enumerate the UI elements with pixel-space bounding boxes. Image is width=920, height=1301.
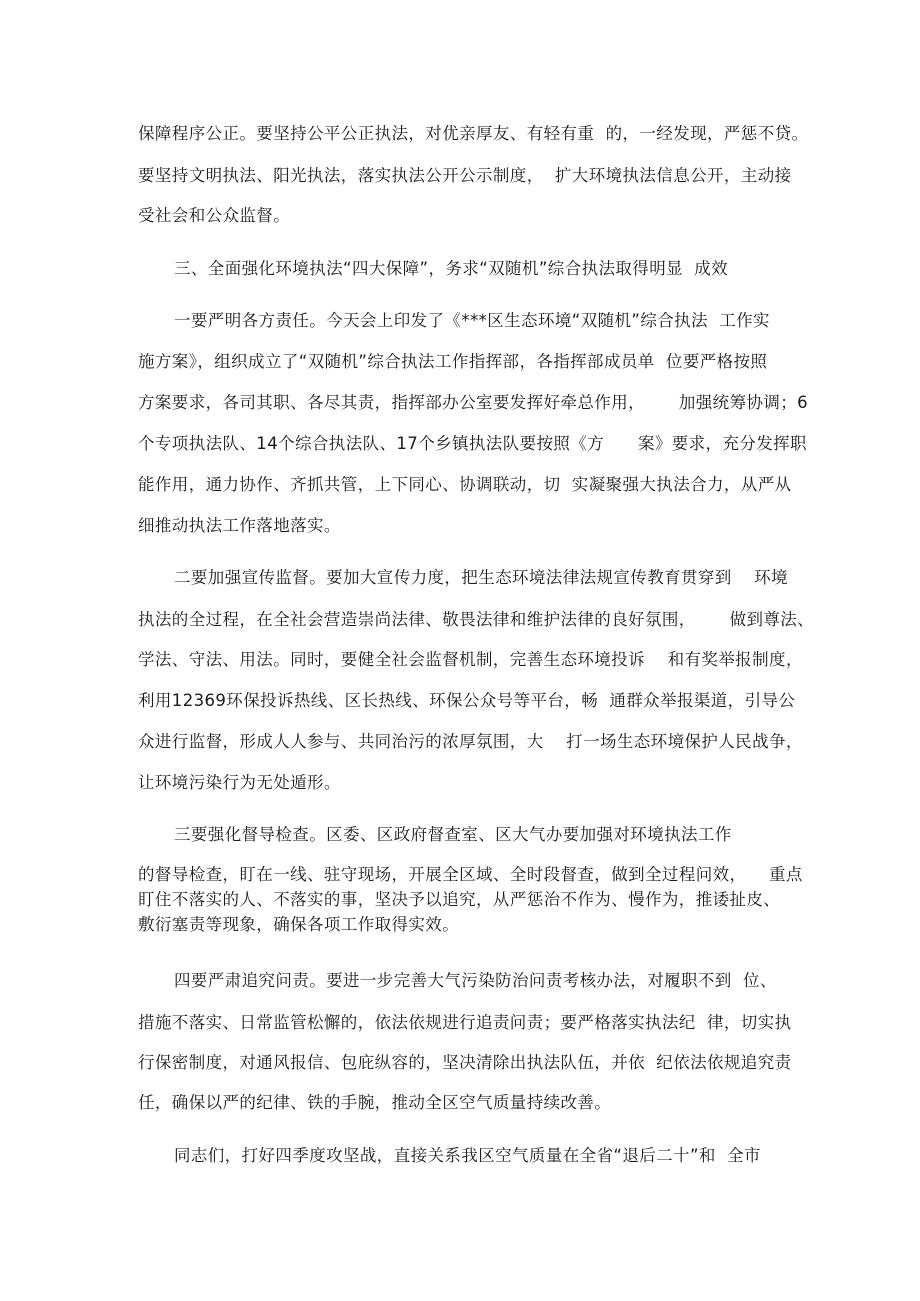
text-line: 同志们，打好四季度攻坚战，直接关系我区空气质量在全省“退后二十”和 全市 — [174, 1146, 761, 1165]
text-line: 个专项执法队、14个综合执法队、17个乡镇执法队要按照《方 案》要求，充分发挥职 — [138, 434, 807, 453]
text-line: 行保密制度，对通风报信、包庇纵容的，坚决清除出执法队伍，并依 纪依法依规追究责 — [138, 1053, 792, 1072]
text-line: 学法、守法、用法。同时，要健全社会监督机制，完善生态环境投诉 和有奖举报制度， — [138, 650, 803, 669]
text-line: 措施不落实、日常监管松懈的，依法依规进行追责问责；要严格落实执法纪 律，切实执 — [138, 1013, 792, 1032]
text-line: 一要严明各方责任。今天会上印发了《***区生态环境“双随机”综合执法 工作实 — [174, 311, 770, 330]
text-line: 三要强化督导检查。区委、区政府督查室、区大气办要加强对环境执法工作 — [174, 825, 732, 844]
section-heading: 三、全面强化环境执法“四大保障”，务求“双随机”综合执法取得明显 成效 — [174, 259, 729, 278]
text-line: 让环境污染行为无处遁形。 — [138, 773, 341, 792]
text-line: 执法的全过程，在全社会营造崇尚法律、敬畏法律和维护法律的良好氛围， 做到尊法、 — [138, 610, 815, 629]
text-line: 要坚持文明执法、阳光执法，落实执法公开公示制度， 扩大环境执法信息公开，主动接 — [138, 166, 792, 185]
text-line: 施方案》，组织成立了“双随机”综合执法工作指挥部，各指挥部成员单 位要严格按照 — [138, 352, 768, 371]
text-line: 二要加强宣传监督。要加大宣传力度，把生态环境法律法规宣传教育贯穿到 环境 — [174, 568, 789, 587]
text-line: 利用12369环保投诉热线、区长热线、环保公众号等平台，畅 通群众举报渠道，引导公 — [138, 691, 796, 710]
text-line: 方案要求，各司其职、各尽其责，指挥部办公室要发挥好牵总作用， 加强统筹协调；6 — [138, 393, 809, 412]
text-line: 敷衍塞责等现象，确保各项工作取得实效。 — [138, 915, 460, 934]
text-line: 能作用，通力协作、齐抓共管，上下同心、协调联动，切 实凝聚强大执法合力，从严从 — [138, 475, 792, 494]
text-line: 四要严肃追究问责。要进一步完善大气污染防治问责考核办法，对履职不到 位、 — [174, 971, 777, 990]
text-line: 保障程序公正。要坚持公平公正执法，对优亲厚友、有轻有重 的，一经发现，严惩不贷。 — [138, 124, 809, 143]
text-line: 任，确保以严的纪律、铁的手腕，推动全区空气质量持续改善。 — [138, 1093, 612, 1112]
text-line: 众进行监督，形成人人参与、共同治污的浓厚氛围，大 打一场生态环境保护人民战争， — [138, 732, 803, 751]
text-line: 盯住不落实的人、不落实的事，坚决予以追究，从严惩治不作为、慢作为，推诿扯皮、 — [138, 890, 781, 909]
text-line: 细推动执法工作落地落实。 — [138, 516, 341, 535]
text-line: 受社会和公众监督。 — [138, 206, 291, 225]
text-line: 的督导检查，盯在一线、驻守现场，开展全区域、全时段督查，做到全过程问效， 重点 — [138, 865, 803, 884]
